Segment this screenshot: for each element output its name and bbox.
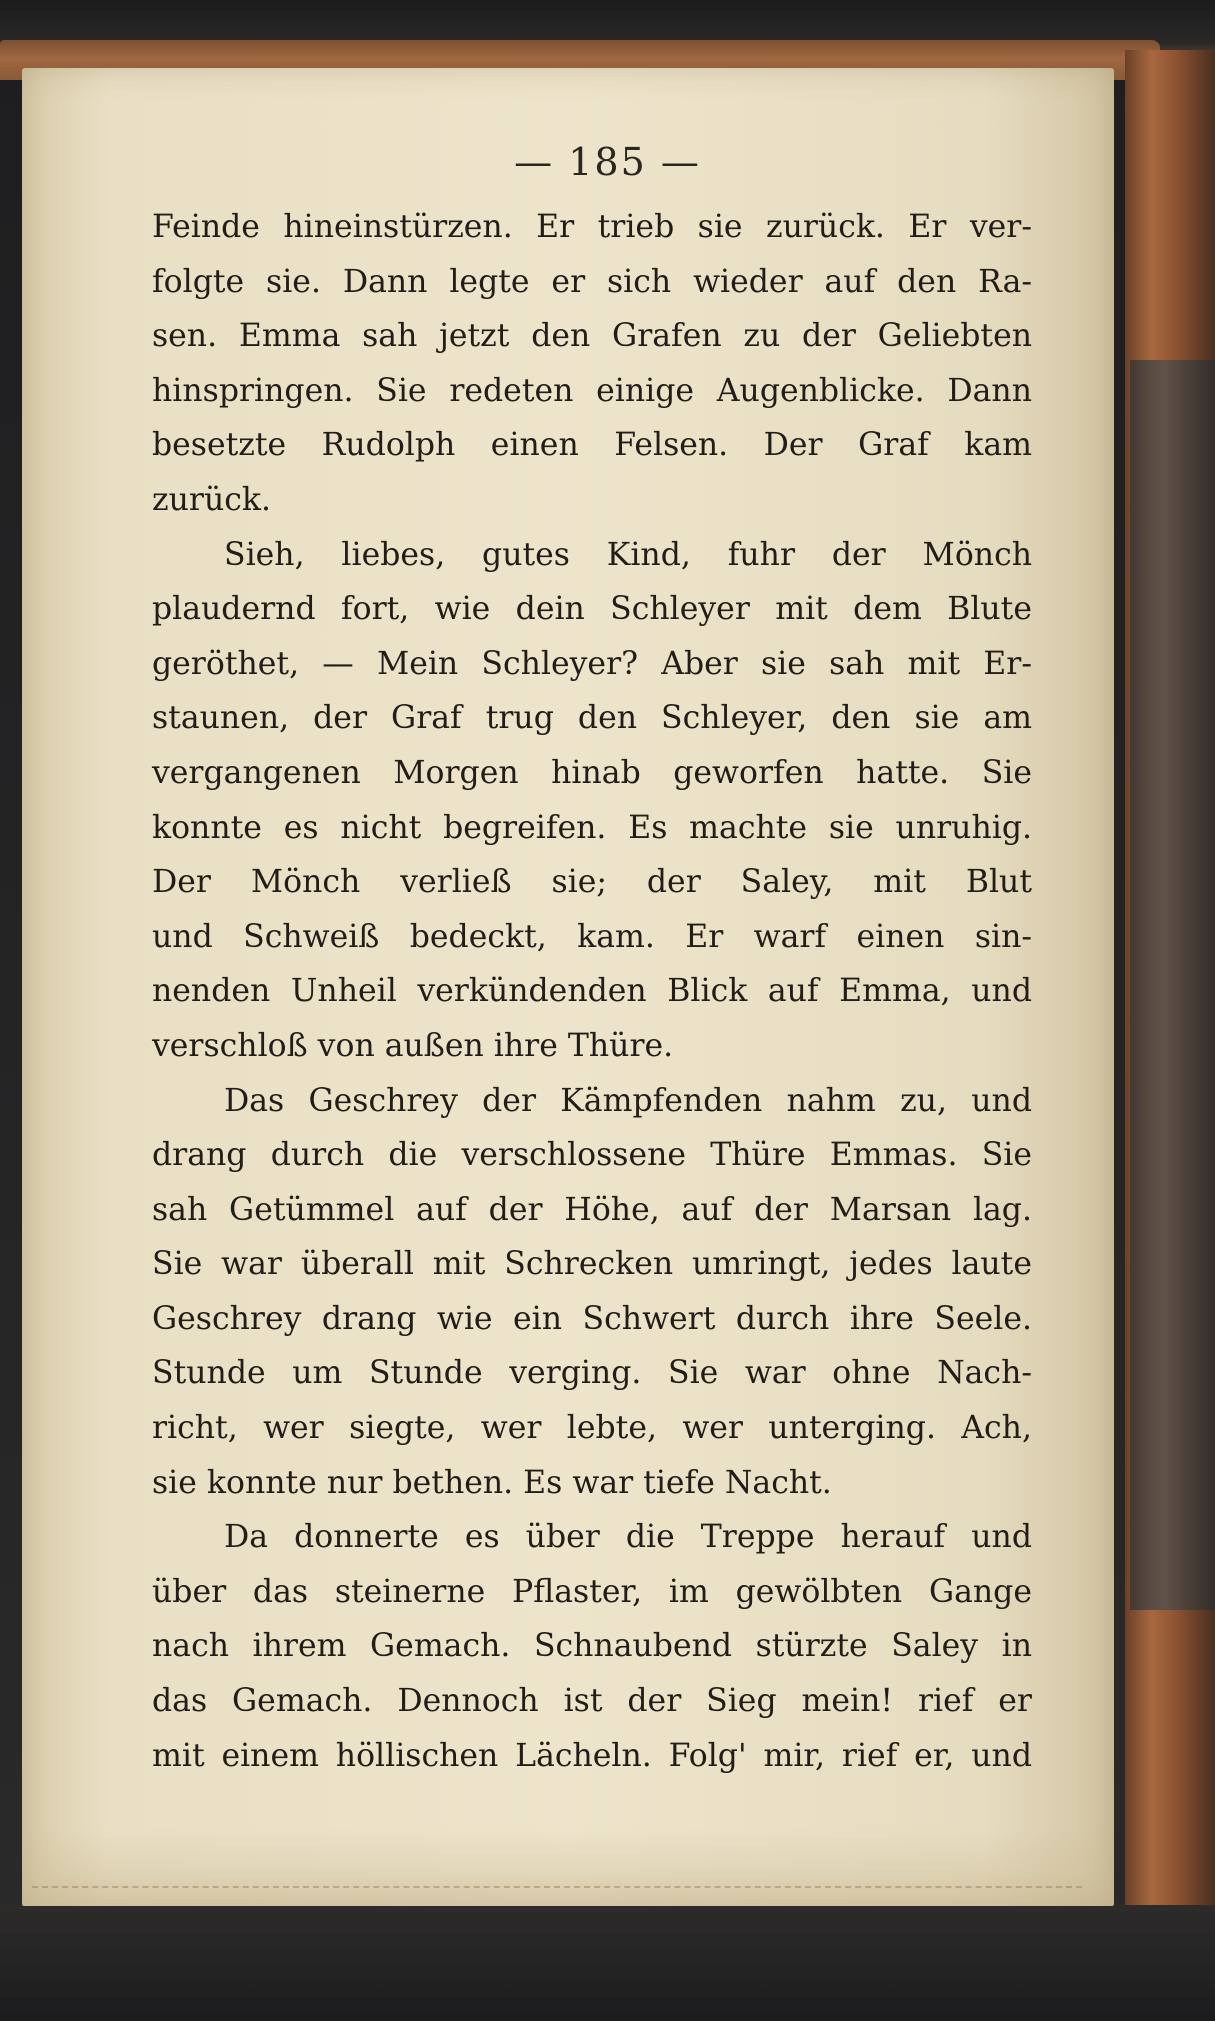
text-line: vergangenen Morgen hinab geworfen hatte. Sie [152,754,1032,791]
text-line: sen. Emma sah jetzt den Grafen zu der Geliebten [152,318,1032,355]
text-line: mit einem höllischen Lächeln. Folg' mir, rief er, und [152,1737,1032,1774]
text-line: Feinde hineinstürzen. Er trieb sie zurück. Er ver- [152,209,1032,245]
text-line: und Schweiß bedeckt, kam. Er warf einen sin- [152,918,1032,955]
text-line: verschloß von außen ihre Thüre. [152,1027,674,1064]
text-line: Stunde um Stunde verging. Sie war ohne Nach- [152,1355,1032,1392]
text-line: Geschrey drang wie ein Schwert durch ihre Seele. [152,1300,1032,1337]
text-line: folgte sie. Dann legte er sich wieder auf den Ra- [152,263,1032,300]
text-line: nenden Unheil verkündenden Blick auf Emma, und [152,973,1032,1010]
book-cover-bottom [0,1905,1215,2021]
book-binding-shadow [1130,360,1215,1610]
text-line: drang durch die verschlossene Thüre Emmas. Sie [152,1137,1032,1174]
page-number: — 185 — [514,140,701,184]
text-line: hinspringen. Sie redeten einige Augenblicke. Dann [152,372,1032,409]
text-line: besetzte Rudolph einen Felsen. Der Graf kam [152,427,1032,464]
text-line: staunen, der Graf trug den Schleyer, den sie am [152,700,1032,737]
text-line: geröthet, — Mein Schleyer? Aber sie sah mit Er- [152,645,1032,682]
text-line: zurück. [152,481,271,518]
text-line: Sie war überall mit Schrecken umringt, jedes laute [152,1246,1032,1283]
text-line: über das steinerne Pflaster, im gewölbten Gange [152,1573,1032,1610]
text-line: nach ihrem Gemach. Schnaubend stürzte Saley in [152,1628,1032,1665]
page-text [152,200,1032,1783]
text-line: Der Mönch verließ sie; der Saley, mit Blut [152,864,1032,901]
page-fold-line [32,1886,1082,1888]
page-stain [22,1828,1114,1906]
text-line: Da donnerte es über die Treppe herauf und [224,1519,1032,1556]
text-line: Sieh, liebes, gutes Kind, fuhr der Mönch [224,536,1032,573]
text-line: sie konnte nur bethen. Es war tiefe Nacht. [152,1464,832,1501]
text-line: sah Getümmel auf der Höhe, auf der Marsan lag. [152,1191,1032,1228]
text-line: Das Geschrey der Kämpfenden nahm zu, und [224,1082,1032,1119]
text-line: das Gemach. Dennoch ist der Sieg mein! rief er [152,1683,1032,1720]
text-line: plaudernd fort, wie dein Schleyer mit dem Blute [152,591,1032,628]
text-line: konnte es nicht begreifen. Es machte sie unruhig. [152,809,1032,846]
text-line: richt, wer siegte, wer lebte, wer unterging. Ach, [152,1410,1032,1447]
